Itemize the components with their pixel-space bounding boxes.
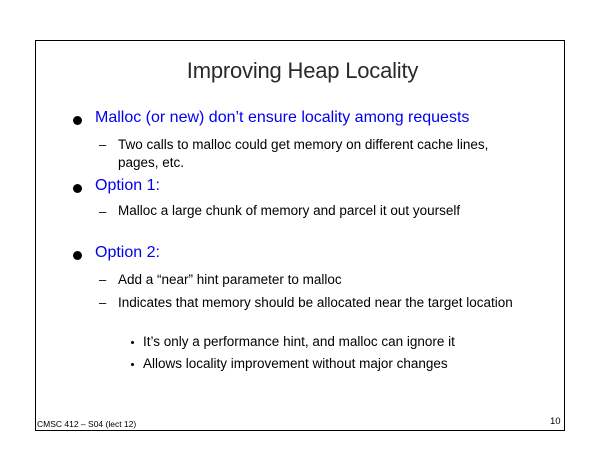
dash-marker: –: [99, 137, 107, 152]
bullet-dot-1: [73, 116, 82, 125]
dash-marker: –: [99, 272, 107, 287]
subsubitem-text: It’s only a performance hint, and malloc can ignore it: [143, 334, 455, 349]
page-number: 10: [550, 416, 561, 427]
slide-title: Improving Heap Locality: [186, 58, 419, 83]
subsubitem-text: Allows locality improvement without major changes: [143, 356, 448, 371]
bullet-dot-2: [73, 184, 82, 193]
subitem-text: Add a “near” hint parameter to malloc: [118, 272, 342, 287]
subbullet-dot: [131, 363, 134, 366]
slide-footer: CMSC 412 – S04 (lect 12): [37, 419, 137, 429]
bullet-text-1: Malloc (or new) don’t ensure locality among requests: [95, 109, 470, 126]
subitem-text: Two calls to malloc could get memory on different cache lines, pages, etc.: [118, 137, 489, 170]
dash-marker: –: [99, 295, 107, 310]
subitem-text: Malloc a large chunk of memory and parcel it out yourself: [118, 203, 461, 218]
subitem-text: Indicates that memory should be allocated near the target location: [118, 295, 513, 310]
slide-frame: [35, 40, 565, 431]
bullet-dot-3: [73, 251, 82, 260]
bullet-text-2: Option 1:: [95, 177, 160, 194]
subbullet-dot: [131, 341, 134, 344]
dash-marker: –: [99, 204, 107, 219]
bullet-text-3: Option 2:: [95, 244, 160, 261]
